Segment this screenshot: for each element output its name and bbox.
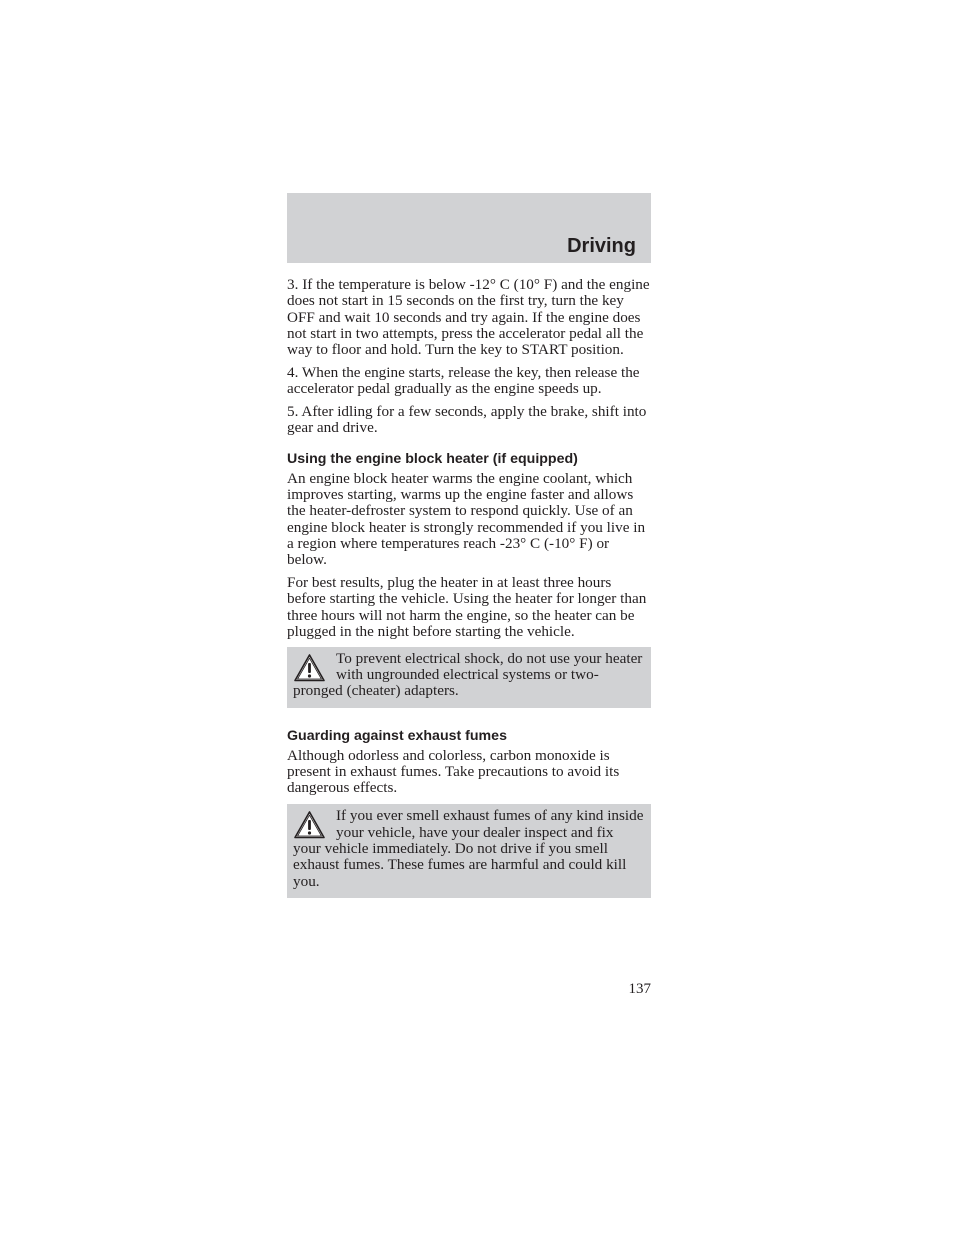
step-5-text: 5. After idling for a few seconds, apply the brake, shift into gear and drive. (287, 403, 647, 437)
section-title: Driving (567, 235, 636, 257)
electrical-shock-warning-text: To prevent electrical shock, do not use your heater with ungrounded electrical systems or two-pronged (cheater) adapters. (293, 649, 643, 700)
exhaust-fumes-paragraph: Although odorless and colorless, carbon monoxide is present in exhaust fumes. Take precautions to avoid its dangerous effects. (287, 746, 620, 797)
exhaust-fumes-heading: Guarding against exhaust fumes (287, 727, 507, 744)
block-heater-paragraph-1: An engine block heater warms the engine coolant, which improves starting, warms up the engine faster and allows the heater-defroster system to respond quickly. Use of an engine block heater is strongly recommended if you live in a region where temperatures reach -23° C (-10° F) or below. (287, 469, 646, 569)
section-header-band (287, 193, 651, 263)
exhaust-fumes-warning-box (287, 804, 651, 897)
block-heater-paragraph-2: For best results, plug the heater in at least three hours before starting the vehicle. Using the heater for longer than three hours will not harm the engine, so the heater can be plugged in the night before starting the vehicle. (287, 573, 647, 640)
electrical-shock-warning-box (287, 647, 651, 708)
step-4-text: 4. When the engine starts, release the key, then release the accelerator pedal gradually as the engine speeds up. (287, 363, 640, 398)
page-number: 137 (628, 981, 651, 997)
warning-triangle-icon (293, 810, 326, 840)
exhaust-fumes-warning-text: If you ever smell exhaust fumes of any kind inside your vehicle, have your dealer inspect and fix your vehicle immediately. Do not drive if you smell exhaust fumes. These fumes are harmful and could kill you. (293, 807, 644, 890)
page-content (287, 277, 651, 898)
warning-triangle-icon (293, 653, 326, 683)
step-3-text: 3. If the temperature is below -12° C (10° F) and the engine does not start in 15 seconds on the first try, turn the key OFF and wait 10 seconds and try again. If the engine does not start in two attempts, press the accelerator pedal all the way to floor and hold. Turn the key to START position. (287, 276, 650, 359)
block-heater-heading: Using the engine block heater (if equipped) (287, 450, 578, 467)
